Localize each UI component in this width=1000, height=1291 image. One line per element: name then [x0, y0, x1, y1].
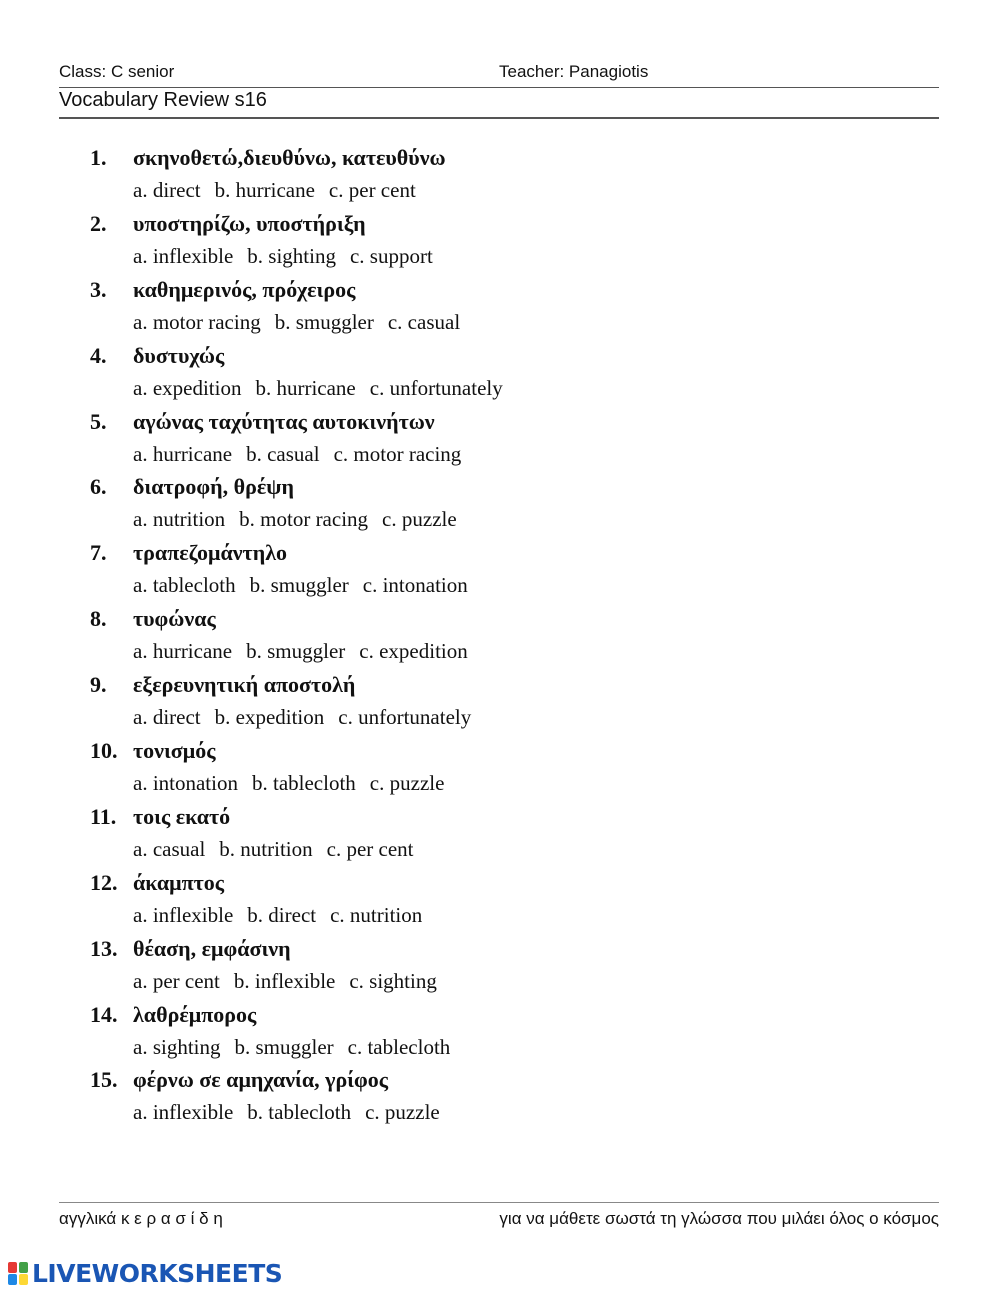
question-item	[90, 539, 930, 605]
question-number: 8.	[90, 606, 107, 632]
answer-option[interactable]: c. sighting	[349, 968, 437, 993]
answer-options	[133, 572, 482, 598]
question-prompt: τονισμός	[133, 738, 216, 764]
answer-option[interactable]: c. puzzle	[369, 771, 445, 796]
answer-option[interactable]: c. per cent	[326, 836, 414, 861]
question-number: 13.	[90, 935, 118, 961]
question-prompt: δυστυχώς	[133, 342, 225, 368]
answer-options	[133, 1034, 464, 1060]
question-number: 9.	[90, 672, 107, 698]
question-number: 4.	[90, 342, 107, 368]
logo-square	[8, 1262, 17, 1273]
answer-option[interactable]: a. intonation	[133, 771, 238, 796]
question-item	[90, 671, 930, 737]
answer-options	[133, 704, 485, 730]
question-number: 11.	[90, 803, 117, 829]
answer-options	[133, 177, 430, 203]
answer-option[interactable]: b. smuggler	[246, 639, 346, 664]
worksheet-header	[59, 62, 939, 84]
answer-option[interactable]: c. unfortunately	[369, 375, 503, 400]
answer-options	[133, 968, 451, 994]
answer-option[interactable]: a. hurricane	[133, 441, 233, 466]
answer-options	[133, 375, 517, 401]
answer-option[interactable]: b. casual	[246, 441, 320, 466]
answer-option[interactable]: a. direct	[133, 178, 201, 202]
liveworksheets-brand[interactable]	[8, 1258, 282, 1288]
question-number: 12.	[90, 869, 118, 895]
answer-option[interactable]: a. casual	[133, 836, 206, 861]
answer-option[interactable]: c. support	[349, 243, 433, 268]
answer-option[interactable]: b. smuggler	[274, 309, 374, 334]
answer-options	[133, 902, 436, 928]
question-item	[90, 144, 930, 210]
logo-square	[8, 1274, 17, 1285]
answer-option[interactable]: c. casual	[387, 309, 461, 334]
question-prompt: φέρνω σε αμηχανία, γρίφος	[133, 1067, 389, 1093]
footer-right-text: για να μάθετε σωστά τη γλώσσα που μιλάει όλος ο κόσμος	[499, 1209, 939, 1228]
question-list	[90, 144, 930, 1132]
question-number: 1.	[90, 145, 107, 170]
footer-divider	[59, 1202, 939, 1203]
question-number: 6.	[90, 474, 107, 500]
answer-option[interactable]: c. puzzle	[365, 1100, 440, 1125]
question-item	[90, 1066, 930, 1132]
answer-option[interactable]: b. direct	[247, 902, 317, 927]
class-label: Class: C senior	[59, 62, 175, 81]
question-number: 2.	[90, 210, 107, 236]
logo-square	[19, 1262, 28, 1273]
answer-options	[133, 506, 471, 532]
logo-square	[19, 1274, 28, 1285]
question-prompt: λαθρέμπορος	[133, 1001, 257, 1027]
title-divider	[59, 117, 939, 119]
answer-option[interactable]: a. per cent	[133, 968, 220, 993]
answer-option[interactable]: b. tablecloth	[251, 771, 356, 796]
question-item	[90, 737, 930, 803]
answer-option[interactable]: b. smuggler	[234, 1034, 334, 1059]
answer-option[interactable]: c. expedition	[359, 639, 468, 664]
answer-option[interactable]: a. motor racing	[133, 309, 261, 334]
question-item	[90, 1001, 930, 1067]
answer-option[interactable]: a. tablecloth	[133, 573, 236, 598]
question-number: 7.	[90, 540, 107, 566]
question-item	[90, 408, 930, 474]
answer-option[interactable]: b. hurricane	[255, 375, 356, 400]
answer-option[interactable]: c. tablecloth	[347, 1034, 451, 1059]
header-divider	[59, 87, 939, 88]
question-prompt: τοις εκατό	[133, 803, 231, 829]
question-item	[90, 276, 930, 342]
answer-options	[133, 441, 475, 467]
answer-option[interactable]: b. sighting	[247, 243, 336, 268]
question-prompt: καθημερινός, πρόχειρος	[133, 276, 356, 302]
question-prompt: υποστηρίζω, υποστήριξη	[133, 210, 366, 236]
question-item	[90, 869, 930, 935]
question-number: 14.	[90, 1001, 118, 1027]
question-number: 15.	[90, 1067, 118, 1093]
question-prompt: άκαμπτος	[133, 869, 225, 895]
answer-option[interactable]: b. nutrition	[219, 836, 313, 861]
teacher-label: Teacher: Panagiotis	[499, 62, 649, 81]
brand-wordmark: LIVEWORKSHEETS	[32, 1258, 283, 1288]
question-item	[90, 210, 930, 276]
question-prompt: τυφώνας	[133, 606, 216, 632]
question-prompt: θέαση, εμφάσινη	[133, 935, 291, 961]
question-item	[90, 605, 930, 671]
answer-option[interactable]: b. tablecloth	[247, 1100, 352, 1125]
question-number: 3.	[90, 276, 107, 302]
answer-options	[133, 836, 428, 862]
question-number: 5.	[90, 408, 107, 434]
answer-option[interactable]: b. inflexible	[233, 968, 336, 993]
answer-option[interactable]: c. puzzle	[382, 507, 457, 532]
question-prompt: εξερευνητική αποστολή	[133, 672, 356, 698]
answer-option[interactable]: c. unfortunately	[338, 705, 472, 730]
answer-option[interactable]: a. sighting	[133, 1034, 221, 1059]
answer-option[interactable]: c. per cent	[328, 178, 416, 202]
answer-options	[133, 243, 447, 269]
answer-option[interactable]: b. smuggler	[249, 573, 349, 598]
question-item	[90, 342, 930, 408]
answer-options	[133, 309, 474, 335]
question-item	[90, 935, 930, 1001]
liveworksheets-logo-icon	[8, 1260, 30, 1286]
answer-option[interactable]: b. motor racing	[239, 507, 369, 532]
question-prompt: τραπεζομάντηλο	[133, 540, 287, 566]
question-prompt: αγώνας ταχύτητας αυτοκινήτων	[133, 408, 435, 434]
answer-option[interactable]: a. inflexible	[133, 1100, 234, 1125]
answer-option[interactable]: a. inflexible	[133, 243, 234, 268]
answer-option[interactable]: a. hurricane	[133, 639, 233, 664]
answer-option[interactable]: a. inflexible	[133, 902, 234, 927]
worksheet-title: Vocabulary Review s16	[59, 89, 267, 111]
answer-options	[133, 1099, 454, 1125]
answer-option[interactable]: b. hurricane	[214, 178, 315, 202]
question-prompt: σκηνοθετώ,διευθύνω, κατευθύνω	[133, 145, 446, 170]
question-item	[90, 803, 930, 869]
answer-option[interactable]: c. intonation	[362, 573, 468, 598]
answer-option[interactable]: a. nutrition	[133, 507, 226, 532]
question-prompt: διατροφή, θρέψη	[133, 474, 294, 500]
question-item	[90, 473, 930, 539]
answer-option[interactable]: c. nutrition	[330, 902, 423, 927]
answer-option[interactable]: b. expedition	[214, 705, 325, 730]
footer-left-text: αγγλικά κ ε ρ α σ ί δ η	[59, 1209, 223, 1228]
question-number: 10.	[90, 738, 118, 764]
answer-option[interactable]: a. direct	[133, 705, 201, 730]
answer-option[interactable]: c. motor racing	[333, 441, 462, 466]
answer-option[interactable]: a. expedition	[133, 375, 242, 400]
answer-options	[133, 770, 458, 796]
answer-options	[133, 638, 482, 664]
